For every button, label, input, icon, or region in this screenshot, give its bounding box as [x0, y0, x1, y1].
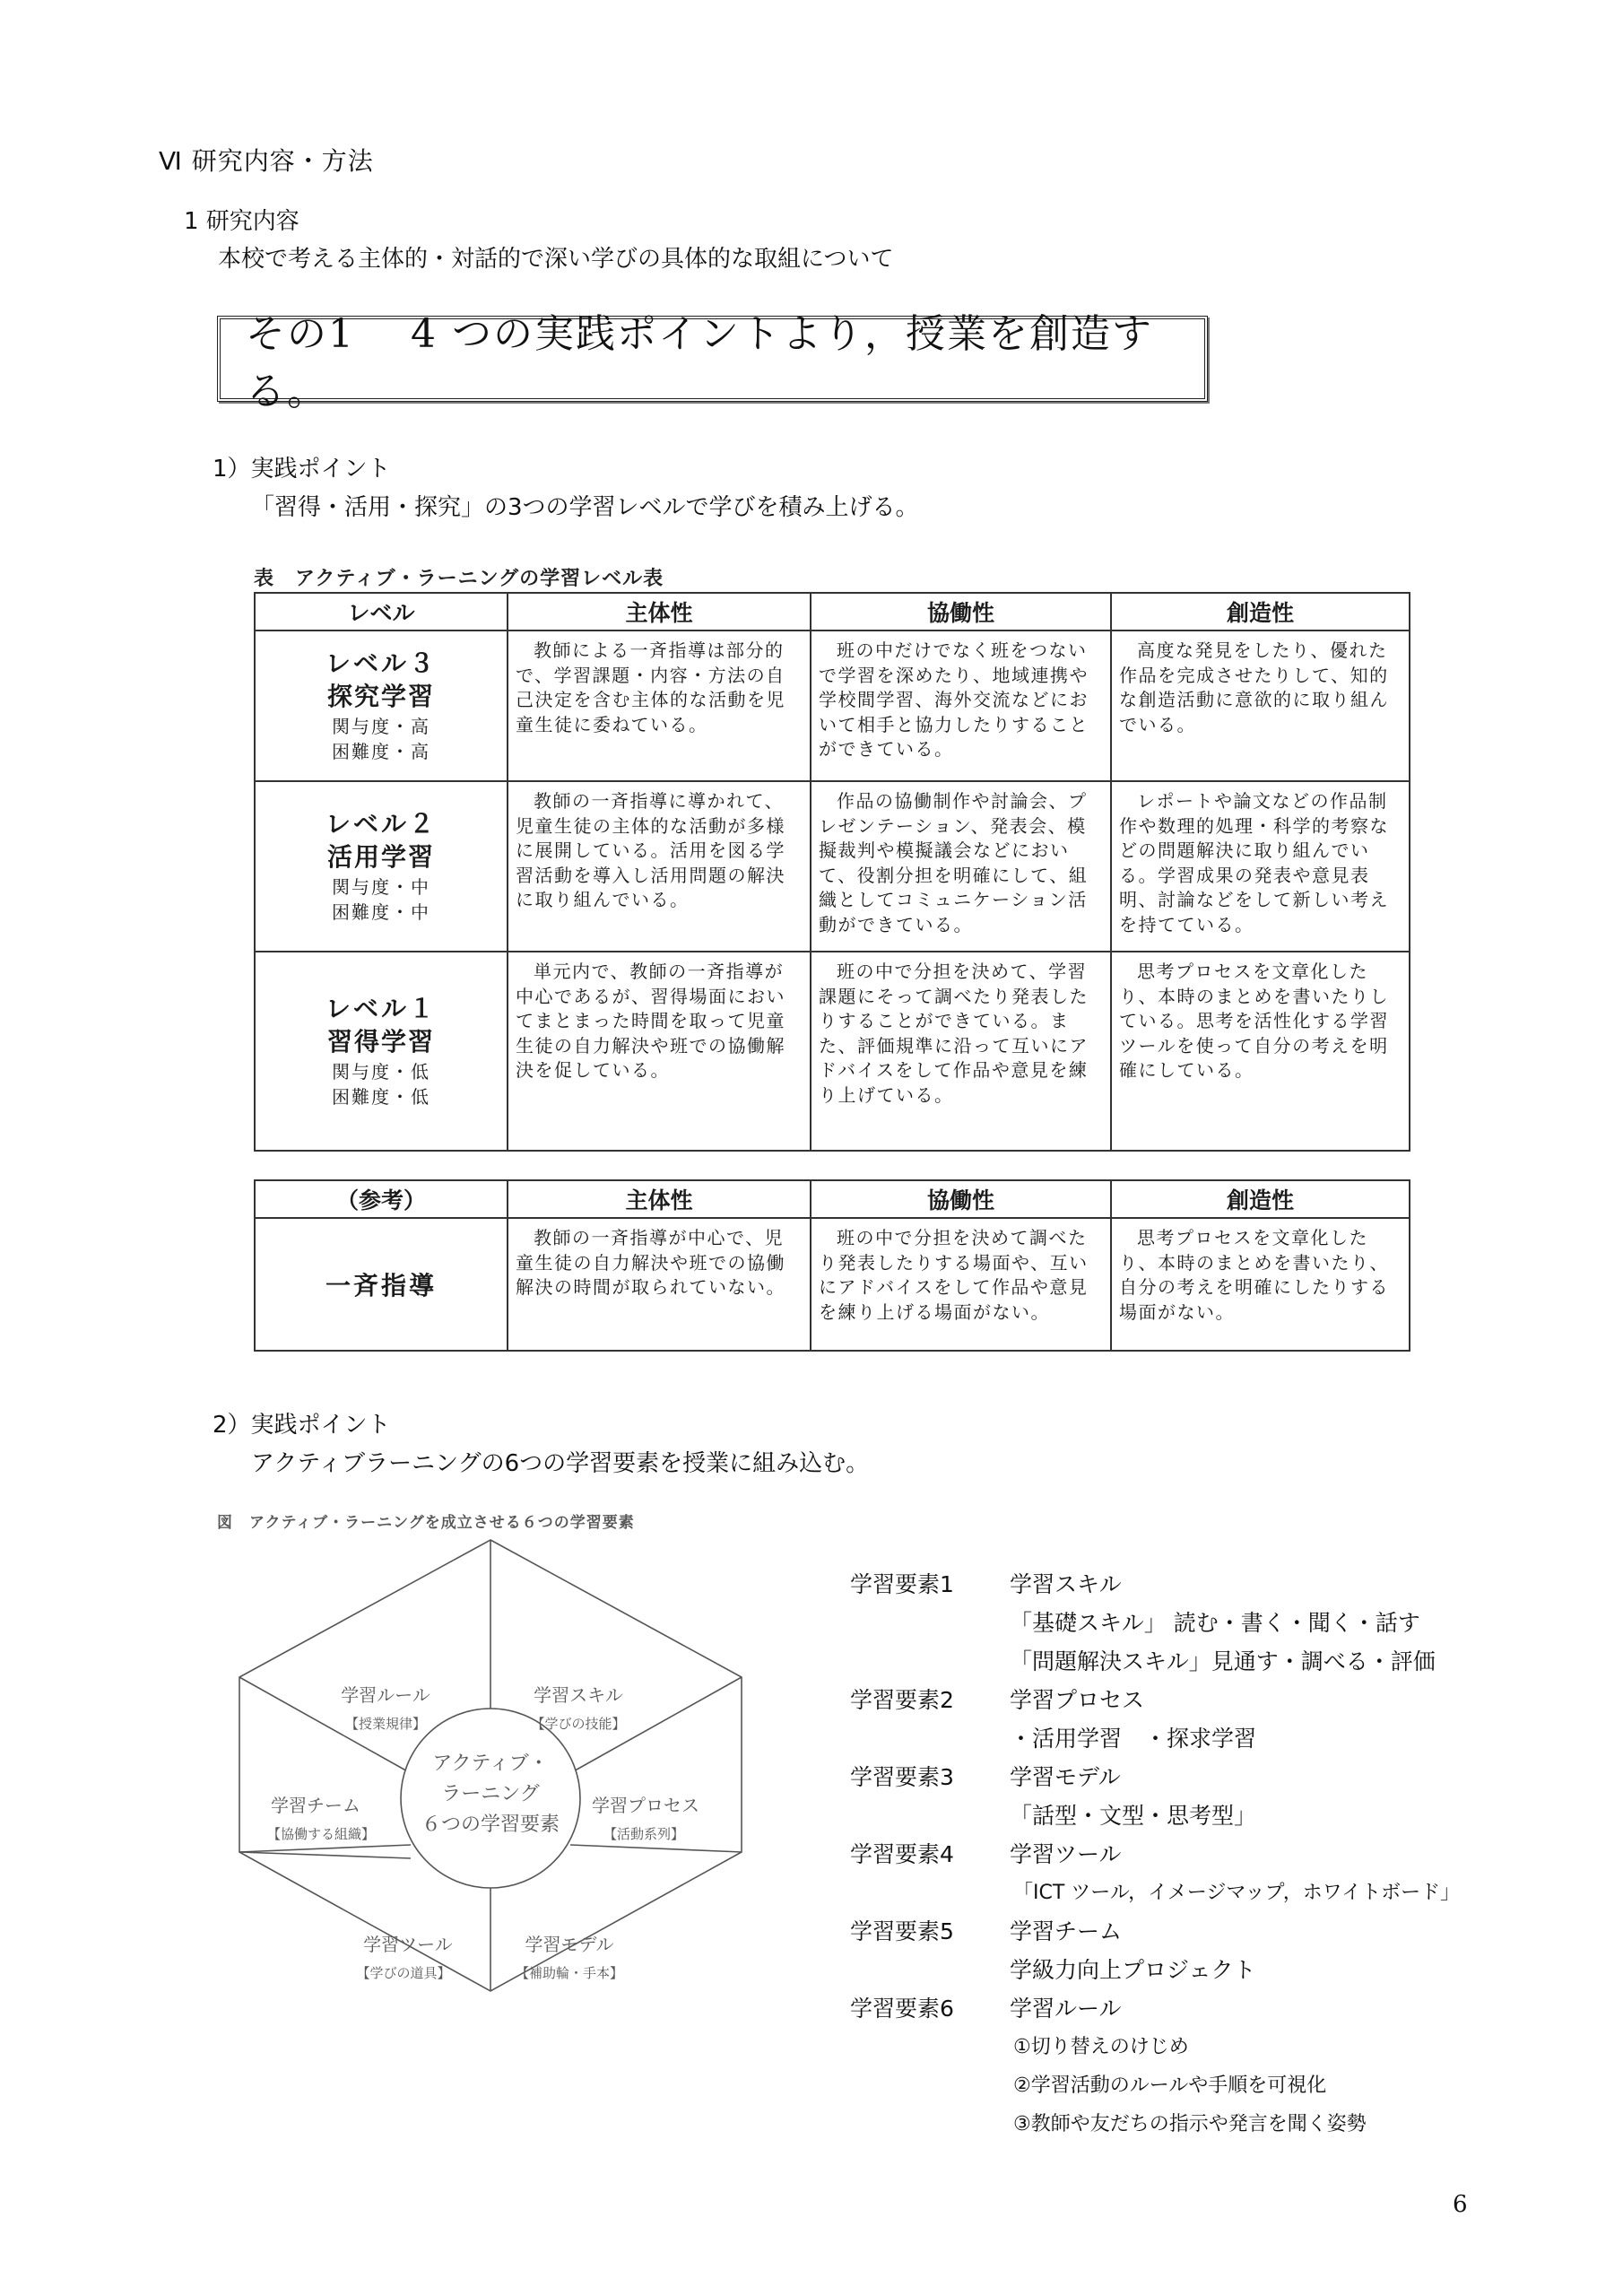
point2-heading: 2）実践ポイント	[213, 1412, 391, 1439]
level-table-header	[255, 593, 1410, 631]
header-collaboration: 協働性	[811, 1180, 1111, 1218]
table-row	[255, 781, 1410, 952]
header-creativity: 創造性	[1111, 593, 1410, 631]
creativity-cell: 高度な発見をしたり、優れた作品を完成させたりして、知的な創造活動に意欲的に取り組んでいる。	[1111, 631, 1410, 781]
segment-skill-name: 学習スキル	[534, 1684, 623, 1706]
element-name: 学習ルール	[1010, 1996, 1122, 2022]
level-involvement: 関与度・中	[332, 876, 430, 898]
title-box-text: その1 4 つの実践ポイントより，授業を創造する。	[246, 311, 1153, 414]
segment-model-sub: 【補助輪・手本】	[515, 1965, 624, 1981]
level-cell	[255, 781, 508, 952]
level-difficulty: 困難度・高	[332, 741, 430, 762]
list-item	[850, 1912, 1460, 1951]
element-name: 学習スキル	[1010, 1571, 1122, 1597]
figure-caption: 図 アクティブ・ラーニングを成立させる６つの学習要素	[217, 1514, 635, 1532]
element-detail: ・活用学習 ・探求学習	[1010, 1726, 1257, 1752]
table-row	[255, 952, 1410, 1151]
header-creativity: 創造性	[1111, 1180, 1410, 1218]
element-detail: ③教師や友だちの指示や発言を聞く姿勢	[1013, 2113, 1367, 2135]
subjectivity-cell: 教師による一斉指導は部分的で、学習課題・内容・方法の自己決定を含む主体的な活動を児童生徒に委ねている。	[508, 631, 811, 781]
divider-line	[570, 1845, 742, 1852]
segment-tool-name: 学習ツール	[363, 1934, 453, 1955]
element-name: 学習プロセス	[1010, 1687, 1145, 1713]
element-detail: 「基礎スキル」 読む・書く・聞く・話す	[1010, 1610, 1420, 1636]
title-box	[217, 311, 1208, 414]
segment-process-sub: 【活動系列】	[603, 1826, 685, 1842]
element-detail: 学級力向上プロジェクト	[1010, 1957, 1256, 1983]
element-label: 学習要素5	[850, 1918, 954, 1944]
level-involvement: 関与度・低	[332, 1061, 430, 1083]
list-item	[850, 1565, 1460, 1604]
element-detail: 「問題解決スキル」見通す・調べる・評価	[1010, 1648, 1436, 1674]
segment-model-name: 学習モデル	[525, 1934, 614, 1955]
segment-tool-sub: 【学びの道具】	[356, 1965, 451, 1981]
header-reference: （参考）	[255, 1180, 508, 1218]
collaboration-cell: 班の中だけでなく班をつないで学習を深めたり、地域連携や学校間学習、海外交流などにおいて相手と協力したりすることができている。	[811, 631, 1111, 781]
element-label: 学習要素6	[850, 1996, 954, 2022]
segment-rule-sub: 【授業規律】	[344, 1716, 427, 1732]
subsection-description: 本校で考える主体的・対話的で深い学びの具体的な取組について	[218, 246, 894, 273]
element-label: 学習要素1	[850, 1571, 954, 1597]
level-table	[254, 592, 1410, 1152]
segment-rule-name: 学習ルール	[341, 1684, 430, 1706]
center-line-3: ６つの学習要素	[421, 1813, 560, 1836]
element-label: 学習要素2	[850, 1687, 954, 1713]
level-involvement: 関与度・高	[332, 716, 430, 737]
section-heading: Ⅵ 研究内容・方法	[159, 146, 374, 176]
subsection-heading: 1 研究内容	[184, 208, 299, 235]
learning-elements-list	[850, 1565, 1460, 2144]
element-name: 学習モデル	[1010, 1764, 1121, 1790]
level-cell	[255, 631, 508, 781]
subjectivity-cell: 教師の一斉指導が中心で、児童生徒の自力解決や班での協働解決の時間が取られていない。	[508, 1218, 811, 1351]
point2-description: アクティブラーニングの6つの学習要素を授業に組み込む。	[251, 1450, 870, 1477]
collaboration-cell: 班の中で分担を決めて、学習課題にそって調べたり発表したりすることができている。また、評価規準に沿って互いにアドバイスをして作品や意見を練り上げている。	[811, 952, 1111, 1151]
collaboration-cell: 班の中で分担を決めて調べたり発表したりする場面や、互いにアドバイスをして作品や意見を練り上げる場面がない。	[811, 1218, 1111, 1351]
divider-line	[239, 1845, 411, 1852]
element-detail: ②学習活動のルールや手順を可視化	[1013, 2074, 1327, 2097]
subjectivity-cell: 単元内で、教師の一斉指導が中心であるが、習得場面においてまとまった時間を取って児童生徒の自力解決や班での協働解決を促している。	[508, 952, 811, 1151]
center-line-2: ラーニング	[441, 1783, 540, 1805]
level-difficulty: 困難度・中	[332, 901, 430, 923]
level-type: 習得学習	[326, 1027, 435, 1057]
segment-process-name: 学習プロセス	[592, 1795, 699, 1816]
header-subjectivity: 主体性	[508, 1180, 811, 1218]
element-detail: 「話型・文型・思考型」	[1010, 1803, 1257, 1829]
level-table-caption: 表 アクティブ・ラーニングの学習レベル表	[254, 568, 664, 590]
point1-heading: 1）実践ポイント	[213, 456, 391, 483]
list-item	[850, 1835, 1460, 1874]
table-row	[255, 1218, 1410, 1351]
level-name: レベル３	[325, 648, 437, 678]
reference-table	[254, 1179, 1410, 1352]
element-detail: 「ICT ツール，イメージマップ，ホワイトボード」	[1013, 1882, 1461, 1904]
list-item	[850, 1681, 1460, 1719]
list-item	[850, 1758, 1460, 1796]
list-item	[850, 1989, 1460, 2028]
creativity-cell: レポートや論文などの作品制作や数理的処理・科学的考察などの問題解決に取り組んでいる。学習成果の発表や意見表明、討論などをして新しい考えを持てている。	[1111, 781, 1410, 952]
divider-line	[239, 1852, 411, 1858]
level-name: レベル１	[325, 994, 437, 1023]
level-name: レベル２	[325, 809, 437, 839]
collaboration-cell: 作品の協働制作や討論会、プレゼンテーション、発表会、模擬裁判や模擬議会などにおいて、役割分担を明確にして、組織としてコミュニケーション活動ができている。	[811, 781, 1111, 952]
level-difficulty: 困難度・低	[332, 1086, 430, 1108]
segment-skill-sub: 【学びの技能】	[531, 1716, 626, 1732]
element-label: 学習要素3	[850, 1764, 954, 1790]
element-detail: ①切り替えのけじめ	[1013, 2036, 1189, 2058]
element-name: 学習ツール	[1010, 1841, 1122, 1867]
reference-table-header	[255, 1180, 1410, 1218]
creativity-cell: 思考プロセスを文章化したり、本時のまとめを書いたりしている。思考を活性化する学習ツールを使って自分の考えを明確にしている。	[1111, 952, 1410, 1151]
header-subjectivity: 主体性	[508, 593, 811, 631]
segment-team-sub: 【協働する組織】	[266, 1826, 376, 1842]
segment-team-name: 学習チーム	[271, 1795, 360, 1816]
header-level: レベル	[255, 593, 508, 631]
point1-description: 「習得・活用・探究」の3つの学習レベルで学びを積み上げる。	[251, 494, 919, 521]
reference-name-cell	[255, 1218, 508, 1351]
level-cell	[255, 952, 508, 1151]
creativity-cell: 思考プロセスを文章化したり、本時のまとめを書いたり、自分の考えを明確にしたりする場面がない。	[1111, 1218, 1410, 1351]
element-label: 学習要素4	[850, 1841, 954, 1867]
table-row	[255, 631, 1410, 781]
center-line-1: アクティブ・	[432, 1752, 549, 1775]
header-collaboration: 協働性	[811, 593, 1111, 631]
level-type: 活用学習	[326, 842, 435, 872]
page-number: 6	[1453, 2191, 1468, 2218]
reference-name: 一斉指導	[325, 1271, 437, 1300]
element-name: 学習チーム	[1010, 1918, 1123, 1944]
subjectivity-cell: 教師の一斉指導に導かれて、児童生徒の主体的な活動が多様に展開している。活用を図る学習活動を導入し活用問題の解決に取り組んでいる。	[508, 781, 811, 952]
hexagon-diagram	[224, 1538, 780, 2040]
level-type: 探究学習	[326, 682, 435, 711]
